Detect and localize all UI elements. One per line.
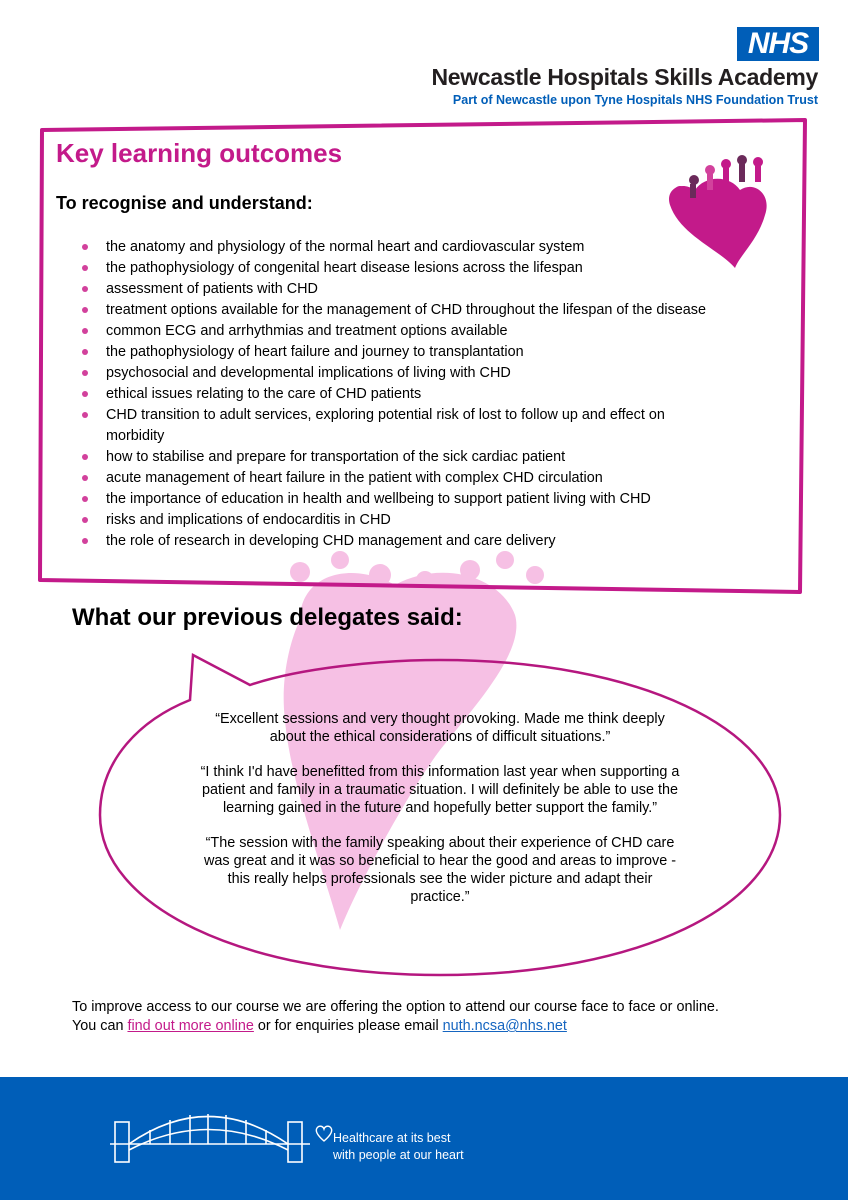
- testimonial-quote: “The session with the family speaking about their experience of CHD care was great and it was so beneficial to hear the good and areas to improve - this really helps professionals see the wider picture and adapt their practice.”: [204, 835, 676, 905]
- access-info: [72, 998, 832, 1036]
- testimonials: [200, 710, 680, 923]
- list-item: treatment options available for the management of CHD throughout the lifespan of the disease: [106, 300, 726, 321]
- list-item: the anatomy and physiology of the normal heart and cardiovascular system: [106, 237, 726, 258]
- tagline: [333, 1130, 464, 1164]
- testimonial-quote: “I think I'd have benefitted from this information last year when supporting a patient and family in a traumatic situation. I will definitely be able to use the learning gained in the future and hopefully better support the family.”: [200, 764, 680, 816]
- org-subtitle: Part of Newcastle upon Tyne Hospitals NHS Foundation Trust: [452, 93, 818, 107]
- outcomes-title: Key learning outcomes: [56, 138, 343, 168]
- line-prefix: You can: [72, 1018, 128, 1034]
- outcomes-subtitle: To recognise and understand:: [56, 193, 313, 213]
- list-item: acute management of heart failure in the patient with complex CHD circulation: [106, 468, 726, 489]
- tyne-bridge-icon: [110, 1104, 310, 1164]
- list-item: the pathophysiology of heart failure and journey to transplantation: [106, 342, 726, 363]
- list-item: the role of research in developing CHD management and care delivery: [106, 531, 726, 552]
- line-middle: or for enquiries please email: [253, 1018, 443, 1034]
- delegates-title: What our previous delegates said:: [72, 604, 463, 631]
- email-link[interactable]: nuth.ncsa@nhs.net: [442, 1018, 567, 1034]
- find-out-more-link[interactable]: find out more online: [127, 1018, 254, 1034]
- list-item: psychosocial and developmental implications of living with CHD: [106, 363, 726, 384]
- list-item: the importance of education in health and wellbeing to support patient living with CHD: [106, 489, 726, 510]
- list-item: risks and implications of endocarditis in CHD: [106, 510, 726, 531]
- list-item: ethical issues relating to the care of CHD patients: [106, 384, 726, 405]
- list-item: common ECG and arrhythmias and treatment options available: [106, 321, 726, 342]
- tagline-line-2: with people at our heart: [333, 1148, 464, 1162]
- access-info-line-1: To improve access to our course we are offering the option to attend our course face to face or online.: [72, 999, 719, 1015]
- access-info-line-2: [72, 1017, 832, 1036]
- tagline-line-1: Healthcare at its best: [333, 1131, 451, 1145]
- nhs-logo: NHS: [737, 27, 819, 61]
- list-item: CHD transition to adult services, exploring potential risk of lost to follow up and effect on morbidity: [106, 405, 726, 446]
- org-name: Newcastle Hospitals Skills Academy: [431, 64, 818, 90]
- list-item: how to stabilise and prepare for transportation of the sick cardiac patient: [106, 447, 726, 468]
- list-item: the pathophysiology of congenital heart disease lesions across the lifespan: [106, 258, 726, 279]
- testimonial-quote: “Excellent sessions and very thought provoking. Made me think deeply about the ethical considerations of difficult situations.”: [215, 711, 665, 745]
- heart-outline-icon: [314, 1123, 334, 1143]
- list-item: assessment of patients with CHD: [106, 279, 726, 300]
